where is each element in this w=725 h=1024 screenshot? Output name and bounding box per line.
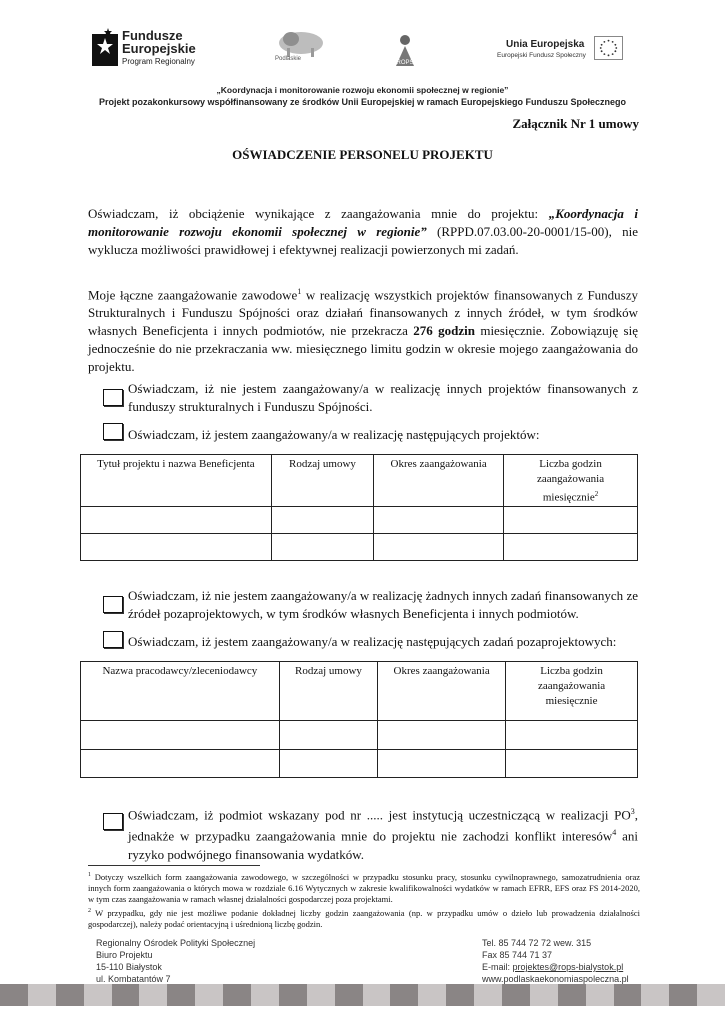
logo-fundusze-europejskie bbox=[92, 28, 202, 68]
footnote-ref-2: 2 bbox=[594, 490, 599, 498]
footnote-1-text: Dotyczy wszelkich form zaangażowania zawodowego, w szczególności w przypadku stosunku pracy, stosunku cywilnoprawnego, samozatrudnienia oraz innych form zaangażowania o których mowa w rozdziale 6.16 Wytycznych w zakresie kwalifikowalności wydatków w ramach EFRR, EFS oraz FS 2014-2020, w tym czas zaangażowania w ramach własnej działalności gospodarczej poza projektami. bbox=[88, 871, 640, 904]
stripe-segment bbox=[84, 984, 112, 1006]
page-title: OŚWIADCZENIE PERSONELU PROJEKTU bbox=[232, 147, 493, 162]
stripe-segment bbox=[474, 984, 502, 1006]
fe-star-logo-icon bbox=[92, 28, 120, 68]
checkbox-participating-institution[interactable] bbox=[103, 813, 123, 830]
col-header-project-title: Tytuł projektu i nazwa Beneficjenta bbox=[81, 455, 272, 507]
stripe-segment bbox=[279, 984, 307, 1006]
table-cell[interactable] bbox=[504, 506, 638, 533]
col-header-contract-type: Rodzaj umowy bbox=[271, 455, 374, 507]
col-header-employer: Nazwa pracodawcy/zleceniodawcy bbox=[81, 662, 280, 721]
stripe-segment bbox=[641, 984, 669, 1006]
footer-fax: Fax 85 744 71 37 bbox=[482, 950, 553, 960]
footer-address bbox=[96, 937, 255, 985]
footnote-ref-1: 1 bbox=[297, 287, 302, 296]
paragraph-total-engagement bbox=[88, 283, 638, 376]
stripe-segment bbox=[28, 984, 56, 1006]
rops-logo-icon bbox=[392, 32, 418, 68]
logo-fe-line1: Fundusze bbox=[122, 28, 183, 43]
table-cell[interactable] bbox=[506, 750, 638, 778]
logo-ue-line1: Unia Europejska bbox=[506, 39, 585, 50]
stripe-segment bbox=[586, 984, 614, 1006]
stripe-segment bbox=[669, 984, 697, 1006]
table-cell[interactable] bbox=[504, 533, 638, 560]
table-cell[interactable] bbox=[279, 750, 377, 778]
eu-flag-icon bbox=[594, 36, 623, 60]
stripe-segment bbox=[363, 984, 391, 1006]
stripe-segment bbox=[167, 984, 195, 1006]
table-cell[interactable] bbox=[374, 533, 504, 560]
footnote-ref-4: 4 bbox=[612, 828, 617, 838]
footer-street: ul. Kombatantów 7 bbox=[96, 974, 171, 984]
paragraph-declaration-load bbox=[88, 205, 638, 259]
stripe-segment bbox=[335, 984, 363, 1006]
table-row bbox=[81, 750, 638, 778]
logo-unia-europejska bbox=[492, 34, 624, 64]
stripe-segment bbox=[530, 984, 558, 1006]
stripe-segment bbox=[502, 984, 530, 1006]
statement-other-projects: Oświadczam, iż jestem zaangażowany/a w realizację następujących projektów: bbox=[128, 427, 540, 442]
logo-fe-line2: Europejskie bbox=[122, 41, 196, 56]
bison-logo-icon bbox=[275, 30, 327, 58]
stripe-segment bbox=[112, 984, 140, 1006]
stripe-segment bbox=[418, 984, 446, 1006]
footnote-2-number: 2 bbox=[88, 908, 91, 914]
stripe-segment bbox=[390, 984, 418, 1006]
stripe-segment bbox=[56, 984, 84, 1006]
table-cell[interactable] bbox=[279, 721, 377, 750]
para1-project-name: „Koordynacja i monitorowanie rozwoju ekonomii społecznej w regionie” bbox=[88, 206, 638, 239]
table-cell[interactable] bbox=[81, 721, 280, 750]
para2-text-b: w realizację wszystkich projektów finansowanych z Funduszy Strukturalnych i Funduszu Spójności oraz działań finansowanych z innych źródeł, w tym środków własnych Beneficjenta i innych podmiotów, nie przekracza bbox=[88, 287, 639, 339]
stmt5-text-c: ani ryzyko podwójnego finansowania wydatków. bbox=[128, 828, 638, 862]
stripe-segment bbox=[614, 984, 642, 1006]
para1-text-c: (RPPD.07.03.00-20-0001/15-00), nie wyklucza możliwości prawidłowej i efektywnej realizacji powierzonych mi zadań. bbox=[88, 224, 638, 257]
logo-rops bbox=[392, 32, 418, 68]
col-header-period: Okres zaangażowania bbox=[374, 455, 504, 507]
footer-email-label: E-mail: bbox=[482, 962, 513, 972]
checkbox-non-project-tasks[interactable] bbox=[103, 631, 123, 648]
para1-text-a: Oświadczam, iż obciążenie wynikające z zaangażowania mnie do projektu: bbox=[88, 206, 549, 221]
statement-non-project-tasks: Oświadczam, iż jestem zaangażowany/a w realizację następujących zadań pozaprojektowych: bbox=[128, 634, 617, 649]
para2-text-a: Moje łączne zaangażowanie zawodowe bbox=[88, 287, 298, 303]
stripe-segment bbox=[223, 984, 251, 1006]
stripe-segment bbox=[251, 984, 279, 1006]
table-cell[interactable] bbox=[81, 533, 272, 560]
statement-no-non-project-tasks: Oświadczam, iż nie jestem zaangażowany/a w realizację żadnych innych zadań finansowanych ze źródeł pozaprojektowych, w tym środków własnych Beneficjenta i innych podmiotów. bbox=[128, 588, 638, 621]
table-cell[interactable] bbox=[271, 533, 374, 560]
statement-no-other-projects: Oświadczam, iż nie jestem zaangażowany/a w realizację innych projektów finansowanych z funduszy strukturalnych i Funduszu Spójności. bbox=[128, 381, 638, 414]
footer-email bbox=[482, 961, 629, 973]
logo-ue-line2: Europejski Fundusz Społeczny bbox=[497, 52, 586, 59]
footer-city: 15-110 Białystok bbox=[96, 962, 162, 972]
stripe-segment bbox=[139, 984, 167, 1006]
stripe-segment bbox=[558, 984, 586, 1006]
projects-table bbox=[80, 454, 638, 561]
table-cell[interactable] bbox=[506, 721, 638, 750]
footnote-2 bbox=[88, 906, 640, 930]
svg-text:ROPS: ROPS bbox=[396, 60, 414, 66]
table-cell[interactable] bbox=[374, 506, 504, 533]
table-cell[interactable] bbox=[271, 506, 374, 533]
footnote-1 bbox=[88, 870, 640, 905]
col-header-hours-2: Liczba godzin zaangażowania miesięcznie bbox=[506, 662, 638, 721]
stripe-segment bbox=[446, 984, 474, 1006]
stmt5-text-b: , jednakże w przypadku zaangażowania mnie do projektu nie zachodzi konflikt interesów bbox=[128, 807, 638, 844]
table-cell[interactable] bbox=[81, 750, 280, 778]
footer-email-link[interactable]: projektes@rops-bialystok.pl bbox=[512, 962, 624, 972]
project-name-line: „Koordynacja i monitorowanie rozwoju ekonomii społecznej w regionie” bbox=[216, 85, 509, 95]
footnote-ref-3: 3 bbox=[630, 807, 635, 816]
col-header-period-2: Okres zaangażowania bbox=[378, 662, 506, 721]
stripe-segment bbox=[307, 984, 335, 1006]
stripe-segment bbox=[0, 984, 28, 1006]
table-row bbox=[81, 533, 638, 560]
footer-org-name: Regionalny Ośrodek Polityki Społecznej bbox=[96, 938, 256, 948]
stripe-segment bbox=[195, 984, 223, 1006]
checkbox-other-projects[interactable] bbox=[103, 423, 123, 440]
footer-contact bbox=[482, 937, 629, 985]
footer-website-link[interactable]: www.podlaskaekonomiaspoleczna.pl bbox=[482, 974, 629, 984]
logo-fe-line3: Program Regionalny bbox=[122, 57, 195, 66]
para2-text-c: miesięcznie. Zobowiązuję się jednocześnie do nie przekraczania ww. miesięcznego limitu godzin w okresie mojego zaangażowania do projektu. bbox=[88, 323, 638, 375]
footer-office: Biuro Projektu bbox=[96, 950, 153, 960]
logo-podlaskie bbox=[275, 30, 327, 66]
table-cell[interactable] bbox=[81, 506, 272, 533]
footer-phone: Tel. 85 744 72 72 wew. 315 bbox=[482, 938, 592, 948]
table-row bbox=[81, 506, 638, 533]
col-header-hours bbox=[504, 455, 638, 507]
logo-podlaskie-label: Podlaskie bbox=[275, 56, 302, 62]
project-cofinancing-line: Projekt pozakonkursowy współfinansowany ze środków Unii Europejskiej w ramach Europejskiego Funduszu Społecznego bbox=[98, 97, 627, 107]
attachment-label: Załącznik Nr 1 umowy bbox=[512, 116, 639, 131]
checkbox-no-other-projects[interactable] bbox=[103, 389, 123, 406]
stripe-segment bbox=[697, 984, 725, 1006]
hours-limit: 276 godzin bbox=[413, 323, 475, 339]
statement-participating-institution bbox=[128, 803, 638, 864]
col-header-contract-type-2: Rodzaj umowy bbox=[279, 662, 377, 721]
stmt5-text-a: Oświadczam, iż podmiot wskazany pod nr ..... jest instytucją uczestniczącą w realizacji PO bbox=[128, 807, 631, 823]
checkbox-no-non-project-tasks[interactable] bbox=[103, 596, 123, 613]
footnote-separator bbox=[88, 865, 260, 866]
non-project-tasks-table bbox=[80, 661, 638, 778]
footnote-1-number: 1 bbox=[88, 872, 91, 878]
col-header-hours-text: Liczba godzin zaangażowania miesięcznie bbox=[536, 458, 605, 504]
footnote-2-text: W przypadku, gdy nie jest możliwe podanie dokładnej liczby godzin zaangażowania (np. w przypadku umów o dzieło lub prowadzenia działalności gospodarczej), należy podać orientacyjną i uśrednioną liczbę godzin. bbox=[88, 907, 640, 929]
table-cell[interactable] bbox=[378, 721, 506, 750]
table-row bbox=[81, 721, 638, 750]
decorative-stripe bbox=[0, 984, 725, 1006]
table-cell[interactable] bbox=[378, 750, 506, 778]
